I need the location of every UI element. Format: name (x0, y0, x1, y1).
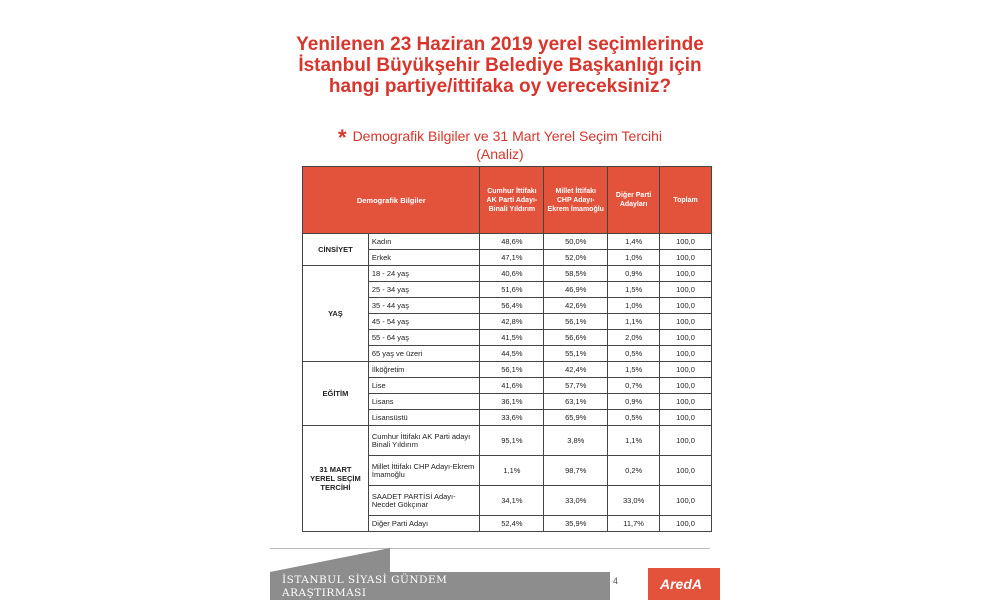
value-cell: 33,6% (480, 410, 544, 426)
row-label: Lisansüstü (368, 410, 480, 426)
group-label: YAŞ (303, 266, 369, 362)
value-cell: 56,4% (480, 298, 544, 314)
value-cell: 1,5% (608, 282, 660, 298)
subtitle (330, 125, 670, 163)
value-cell: 100,0 (660, 426, 712, 456)
row-label: Diğer Parti Adayı (368, 516, 480, 532)
value-cell: 100,0 (660, 378, 712, 394)
group-label: 31 MART YEREL SEÇİM TERCİHİ (303, 426, 369, 532)
group-label: EĞİTİM (303, 362, 369, 426)
value-cell: 0,9% (608, 394, 660, 410)
value-cell: 65,9% (544, 410, 608, 426)
value-cell: 50,0% (544, 234, 608, 250)
table-header-row (303, 167, 712, 234)
row-label: SAADET PARTİSİ Adayı-Necdet Gökçınar (368, 486, 480, 516)
value-cell: 48,6% (480, 234, 544, 250)
value-cell: 33,0% (544, 486, 608, 516)
value-cell: 34,1% (480, 486, 544, 516)
value-cell: 100,0 (660, 410, 712, 426)
value-cell: 0,5% (608, 346, 660, 362)
subtitle-text: Demografik Bilgiler ve 31 Mart Yerel Seçim Tercihi (Analiz) (352, 128, 662, 162)
table-row (303, 362, 712, 378)
value-cell: 100,0 (660, 456, 712, 486)
header-other: Diğer Parti Adayları (608, 167, 660, 234)
footer-slant-shape (270, 548, 390, 572)
value-cell: 51,6% (480, 282, 544, 298)
value-cell: 44,5% (480, 346, 544, 362)
row-label: Kadın (368, 234, 480, 250)
table-row (303, 266, 712, 282)
areda-logo: AredA (660, 576, 703, 592)
value-cell: 55,1% (544, 346, 608, 362)
value-cell: 33,0% (608, 486, 660, 516)
value-cell: 0,7% (608, 378, 660, 394)
row-label: İlköğretim (368, 362, 480, 378)
value-cell: 100,0 (660, 394, 712, 410)
row-label: Cumhur İttifakı AK Parti adayı Binali Yıldırım (368, 426, 480, 456)
value-cell: 1,4% (608, 234, 660, 250)
value-cell: 100,0 (660, 298, 712, 314)
value-cell: 41,5% (480, 330, 544, 346)
value-cell: 100,0 (660, 250, 712, 266)
value-cell: 100,0 (660, 234, 712, 250)
table-row (303, 234, 712, 250)
value-cell: 1,0% (608, 298, 660, 314)
group-label: CİNSİYET (303, 234, 369, 266)
header-cumhur: Cumhur İttifakı AK Parti Adayı-Binali Yıldırım (480, 167, 544, 234)
footer-title: İSTANBUL SİYASİ GÜNDEM ARAŞTIRMASI (282, 574, 448, 599)
value-cell: 52,0% (544, 250, 608, 266)
row-label: 45 - 54 yaş (368, 314, 480, 330)
value-cell: 42,6% (544, 298, 608, 314)
value-cell: 1,1% (480, 456, 544, 486)
footer (270, 548, 725, 600)
value-cell: 100,0 (660, 486, 712, 516)
value-cell: 11,7% (608, 516, 660, 532)
page-title: Yenilenen 23 Haziran 2019 yerel seçimlerinde İstanbul Büyükşehir Belediye Başkanlığı için hangi partiye/ittifaka oy vereceksiniz? (296, 34, 704, 97)
value-cell: 0,2% (608, 456, 660, 486)
row-label: 18 - 24 yaş (368, 266, 480, 282)
value-cell: 35,9% (544, 516, 608, 532)
row-label: Millet İttifakı CHP Adayı-Ekrem İmamoğlu (368, 456, 480, 486)
value-cell: 0,5% (608, 410, 660, 426)
value-cell: 100,0 (660, 362, 712, 378)
value-cell: 52,4% (480, 516, 544, 532)
value-cell: 100,0 (660, 266, 712, 282)
value-cell: 100,0 (660, 314, 712, 330)
row-label: 35 - 44 yaş (368, 298, 480, 314)
row-label: 25 - 34 yaş (368, 282, 480, 298)
results-table (302, 166, 712, 532)
row-label: Lisans (368, 394, 480, 410)
asterisk: * (338, 125, 347, 150)
value-cell: 42,8% (480, 314, 544, 330)
row-label: 65 yaş ve üzeri (368, 346, 480, 362)
value-cell: 58,5% (544, 266, 608, 282)
value-cell: 100,0 (660, 346, 712, 362)
value-cell: 57,7% (544, 378, 608, 394)
value-cell: 100,0 (660, 330, 712, 346)
value-cell: 95,1% (480, 426, 544, 456)
header-millet: Millet İttifakı CHP Adayı-Ekrem İmamoğlu (544, 167, 608, 234)
value-cell: 1,5% (608, 362, 660, 378)
value-cell: 47,1% (480, 250, 544, 266)
value-cell: 100,0 (660, 516, 712, 532)
value-cell: 56,1% (544, 314, 608, 330)
value-cell: 46,9% (544, 282, 608, 298)
page-number: 4 (613, 576, 619, 586)
value-cell: 1,1% (608, 314, 660, 330)
value-cell: 56,1% (480, 362, 544, 378)
value-cell: 42,4% (544, 362, 608, 378)
value-cell: 1,1% (608, 426, 660, 456)
value-cell: 41,6% (480, 378, 544, 394)
value-cell: 63,1% (544, 394, 608, 410)
value-cell: 40,6% (480, 266, 544, 282)
value-cell: 56,6% (544, 330, 608, 346)
value-cell: 100,0 (660, 282, 712, 298)
row-label: Erkek (368, 250, 480, 266)
value-cell: 2,0% (608, 330, 660, 346)
header-demographics: Demografik Bilgiler (303, 167, 480, 234)
value-cell: 3,8% (544, 426, 608, 456)
value-cell: 0,9% (608, 266, 660, 282)
value-cell: 36,1% (480, 394, 544, 410)
table-row (303, 426, 712, 456)
row-label: 55 - 64 yaş (368, 330, 480, 346)
header-total: Toplam (660, 167, 712, 234)
value-cell: 1,0% (608, 250, 660, 266)
row-label: Lise (368, 378, 480, 394)
table-body (303, 234, 712, 532)
value-cell: 98,7% (544, 456, 608, 486)
